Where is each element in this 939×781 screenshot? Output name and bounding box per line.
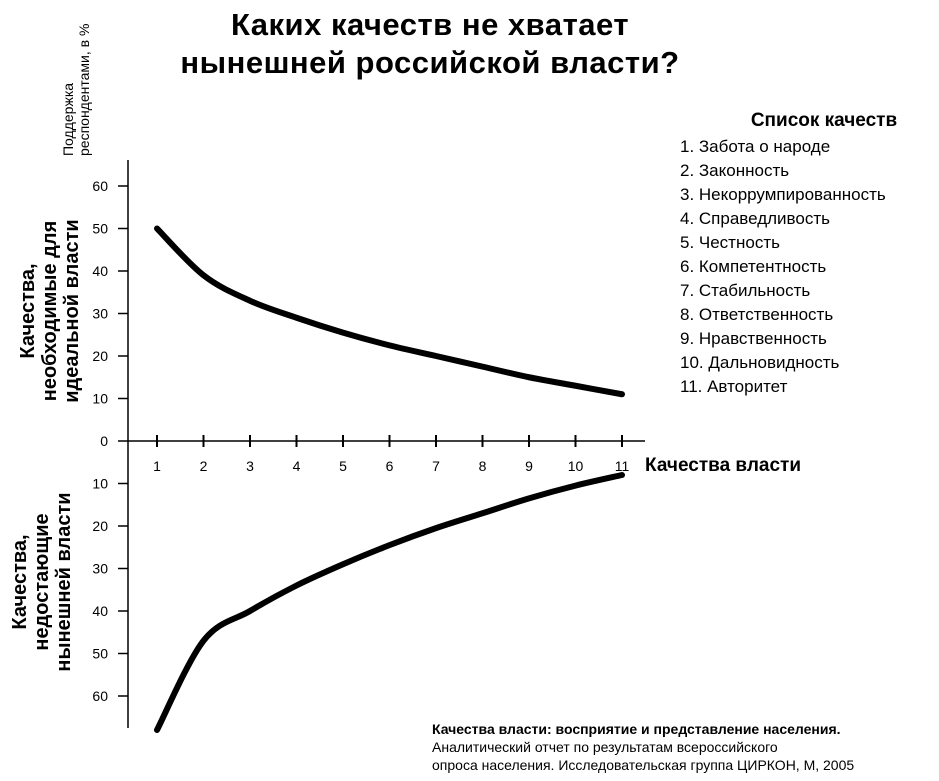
y-tick-label: 30 (92, 560, 108, 577)
legend-item: 1. Забота о народе (680, 137, 831, 156)
legend-item: 4. Справедливость (680, 209, 830, 228)
x-tick-label: 1 (153, 458, 161, 474)
legend-item: 8. Ответственность (680, 305, 834, 324)
series-line-upper (157, 229, 622, 395)
legend-item: 7. Стабильность (680, 281, 811, 300)
legend-title: Список качеств (750, 110, 898, 131)
y-tick-label: 0 (100, 433, 108, 449)
legend-item: 5. Честность (680, 233, 780, 252)
legend-item: 9. Нравственность (680, 329, 827, 348)
x-tick-label: 5 (339, 458, 347, 474)
y-tick-label: 10 (92, 475, 108, 492)
x-tick-label: 9 (525, 458, 533, 474)
x-tick-label: 4 (292, 458, 301, 474)
x-tick-label: 2 (199, 458, 208, 474)
x-tick-label: 8 (478, 458, 487, 474)
y-tick-label: 30 (92, 305, 108, 322)
y-tick-label: 10 (92, 390, 108, 407)
series-line-lower (157, 475, 622, 730)
x-tick-label: 7 (432, 458, 440, 474)
upper-label-line-3: идеальной власти (61, 219, 83, 403)
y-tick-label: 20 (92, 518, 108, 534)
lower-label-line-1: Качества, (9, 534, 31, 630)
y-caption-line-1: Поддержка (60, 82, 76, 156)
upper-label-line-1: Качества, (17, 263, 39, 359)
legend-item: 10. Дальновидность (680, 353, 840, 372)
x-tick-label: 3 (246, 458, 254, 474)
lower-label-line-2: недостающие (31, 513, 53, 651)
y-tick-label: 60 (92, 688, 108, 704)
y-tick-label: 20 (92, 348, 108, 364)
y-tick-label: 40 (92, 263, 108, 279)
y-caption-line-2: респондентами, в % (76, 23, 92, 156)
x-tick-label: 10 (567, 458, 584, 474)
x-tick-label: 6 (385, 458, 394, 474)
y-tick-label: 50 (92, 645, 108, 662)
lower-label-line-3: нынешней власти (53, 492, 75, 672)
source-line-2: Аналитический отчет по результатам всероссийского (432, 739, 778, 755)
legend-item: 6. Компетентность (680, 257, 827, 276)
source-line-3: опроса населения. Исследовательская группа ЦИРКОН, М, 2005 (432, 757, 855, 773)
source-title: Качества власти: восприятие и представление населения. (432, 721, 841, 737)
upper-label-line-2: необходимые для (39, 220, 61, 402)
legend-item: 3. Некоррумпированность (680, 185, 886, 204)
title-line-1: Каких качеств не хватает (230, 7, 630, 42)
y-tick-label: 40 (92, 603, 108, 619)
title-line-2: нынешней российской власти? (180, 45, 680, 80)
y-tick-label: 50 (92, 220, 108, 237)
legend-item: 2. Законность (680, 161, 790, 180)
x-axis-label: Качества власти (645, 455, 802, 476)
x-tick-label: 11 (614, 458, 630, 474)
y-tick-label: 60 (92, 178, 108, 194)
legend-item: 11. Авторитет (680, 377, 788, 396)
